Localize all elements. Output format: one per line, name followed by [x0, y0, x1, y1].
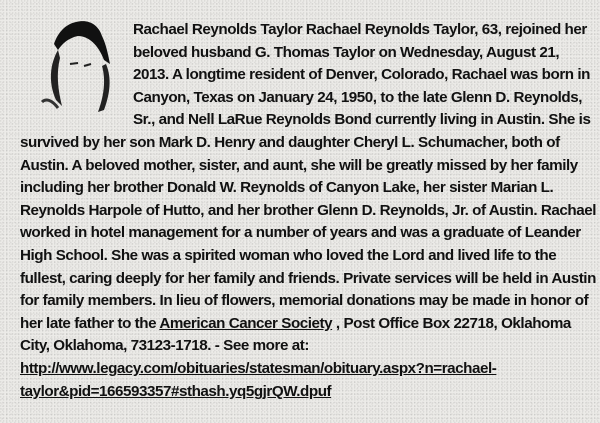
obituary-line: for family members. In lieu of flowers, memorial donations may be made in honor of — [20, 292, 589, 310]
obituary-line: High School. She was a spirited woman who loved the Lord and lived life to the — [20, 247, 557, 264]
obituary-line — [20, 313, 571, 336]
line-text: Rachael Reynolds Taylor, 63, rejoined her — [302, 21, 587, 38]
obituary-line: City, Oklahoma, 73123-1718. - See more at: — [20, 337, 309, 355]
obituary-line — [20, 358, 496, 381]
obituary-line: fullest, caring deeply for her family and friends. Private services will be held in Austin — [20, 269, 596, 287]
obituary-line: Canyon, Texas on January 24, 1950, to the late Glenn D. Reynolds, — [133, 88, 583, 106]
obituary-line: Reynolds Harpole of Hutto, and her brother Glenn D. Reynolds, Jr. of Austin. Rachael — [20, 201, 596, 219]
obituary-line: including her brother Donald W. Reynolds of Canyon Lake, her sister Marian L. — [20, 179, 554, 197]
obituary-line: Sr., and Nell LaRue Reynolds Bond currently living in Austin. She is — [133, 111, 591, 129]
american-cancer-society-link[interactable]: American Cancer Society — [159, 314, 333, 332]
obituary-line: 2013. A longtime resident of Denver, Colorado, Rachael was born in — [133, 66, 590, 84]
obituary-line: worked in hotel management for a number of years and was a graduate of Leander — [20, 224, 581, 242]
line-text: , Post Office Box 22718, Oklahoma — [332, 314, 571, 332]
obituary-line: Austin. A beloved mother, sister, and aunt, she will be greatly missed by her family — [20, 156, 578, 174]
obituary-line — [133, 19, 587, 42]
legacy-url-link-continued[interactable]: taylor&pid=166593357#sthash.yq5gjrQW.dpuf — [20, 382, 332, 400]
obituary-line: survived by her son Mark D. Henry and daughter Cheryl L. Schumacher, both of — [20, 134, 560, 151]
portrait-photo — [28, 14, 128, 114]
line-text: her late father to the — [20, 314, 160, 332]
obituary-line: beloved husband G. Thomas Taylor on Wednesday, August 21, — [133, 43, 560, 61]
legacy-url-link[interactable]: http://www.legacy.com/obituaries/statesman/obituary.aspx?n=rachael- — [20, 360, 497, 377]
obituary-title: Rachael Reynolds Taylor — [133, 21, 303, 38]
obituary-line — [20, 381, 331, 404]
